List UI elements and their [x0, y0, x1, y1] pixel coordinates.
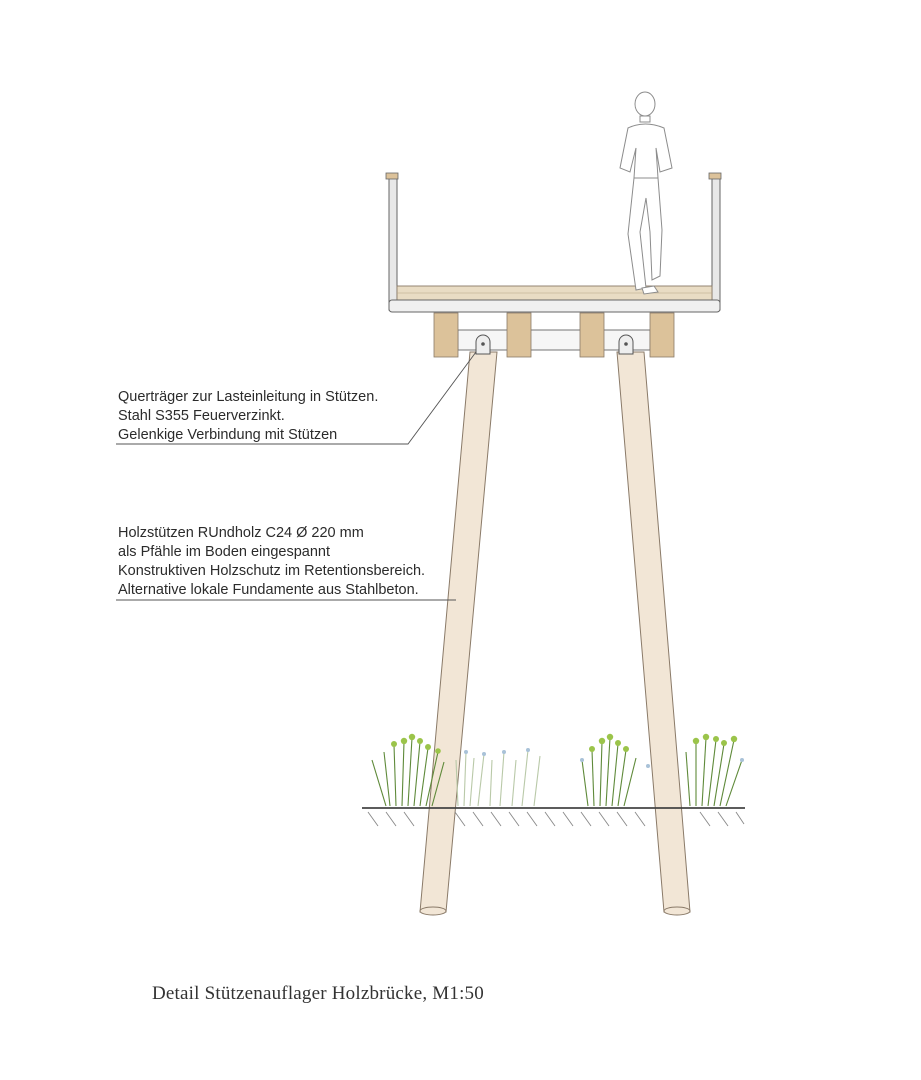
- deck-girder: [389, 300, 720, 312]
- person-figure: [620, 92, 672, 294]
- timber-columns: [420, 352, 690, 915]
- left-railing-post: [389, 178, 397, 310]
- timber-block-1: [434, 313, 458, 357]
- timber-block-2: [507, 313, 531, 357]
- callout-crossbeam-line-2: Stahl S355 Feuerverzinkt.: [118, 408, 285, 424]
- callout-columns-line-4: Alternative lokale Fundamente aus Stahlbeton.: [118, 582, 419, 598]
- callout-crossbeam-line-3: Gelenkige Verbindung mit Stützen: [118, 427, 338, 443]
- callout-columns-line-3: Konstruktiven Holzschutz im Retentionsbereich.: [118, 563, 426, 579]
- support-structure: [434, 313, 674, 357]
- ground-section: [362, 808, 745, 826]
- left-column: [420, 352, 497, 912]
- left-handrail: [386, 173, 398, 179]
- callout-columns-line-2: als Pfähle im Boden eingespannt: [118, 544, 331, 560]
- right-column: [617, 352, 690, 912]
- timber-block-3: [580, 313, 604, 357]
- plant-seedheads: [464, 748, 744, 768]
- callout-crossbeam-line-1: Querträger zur Lasteinleitung in Stützen.: [118, 389, 379, 405]
- right-railing-post: [712, 178, 720, 310]
- callout-columns-line-1: Holzstützen RUndholz C24 Ø 220 mm: [118, 525, 364, 541]
- right-handrail: [709, 173, 721, 179]
- plants: [372, 734, 744, 806]
- timber-block-4: [650, 313, 674, 357]
- bridge-deck: [389, 286, 720, 312]
- plant-cluster-left-grass: [456, 750, 540, 806]
- drawing-caption: Detail Stützenauflager Holzbrücke, M1:50: [152, 983, 484, 1004]
